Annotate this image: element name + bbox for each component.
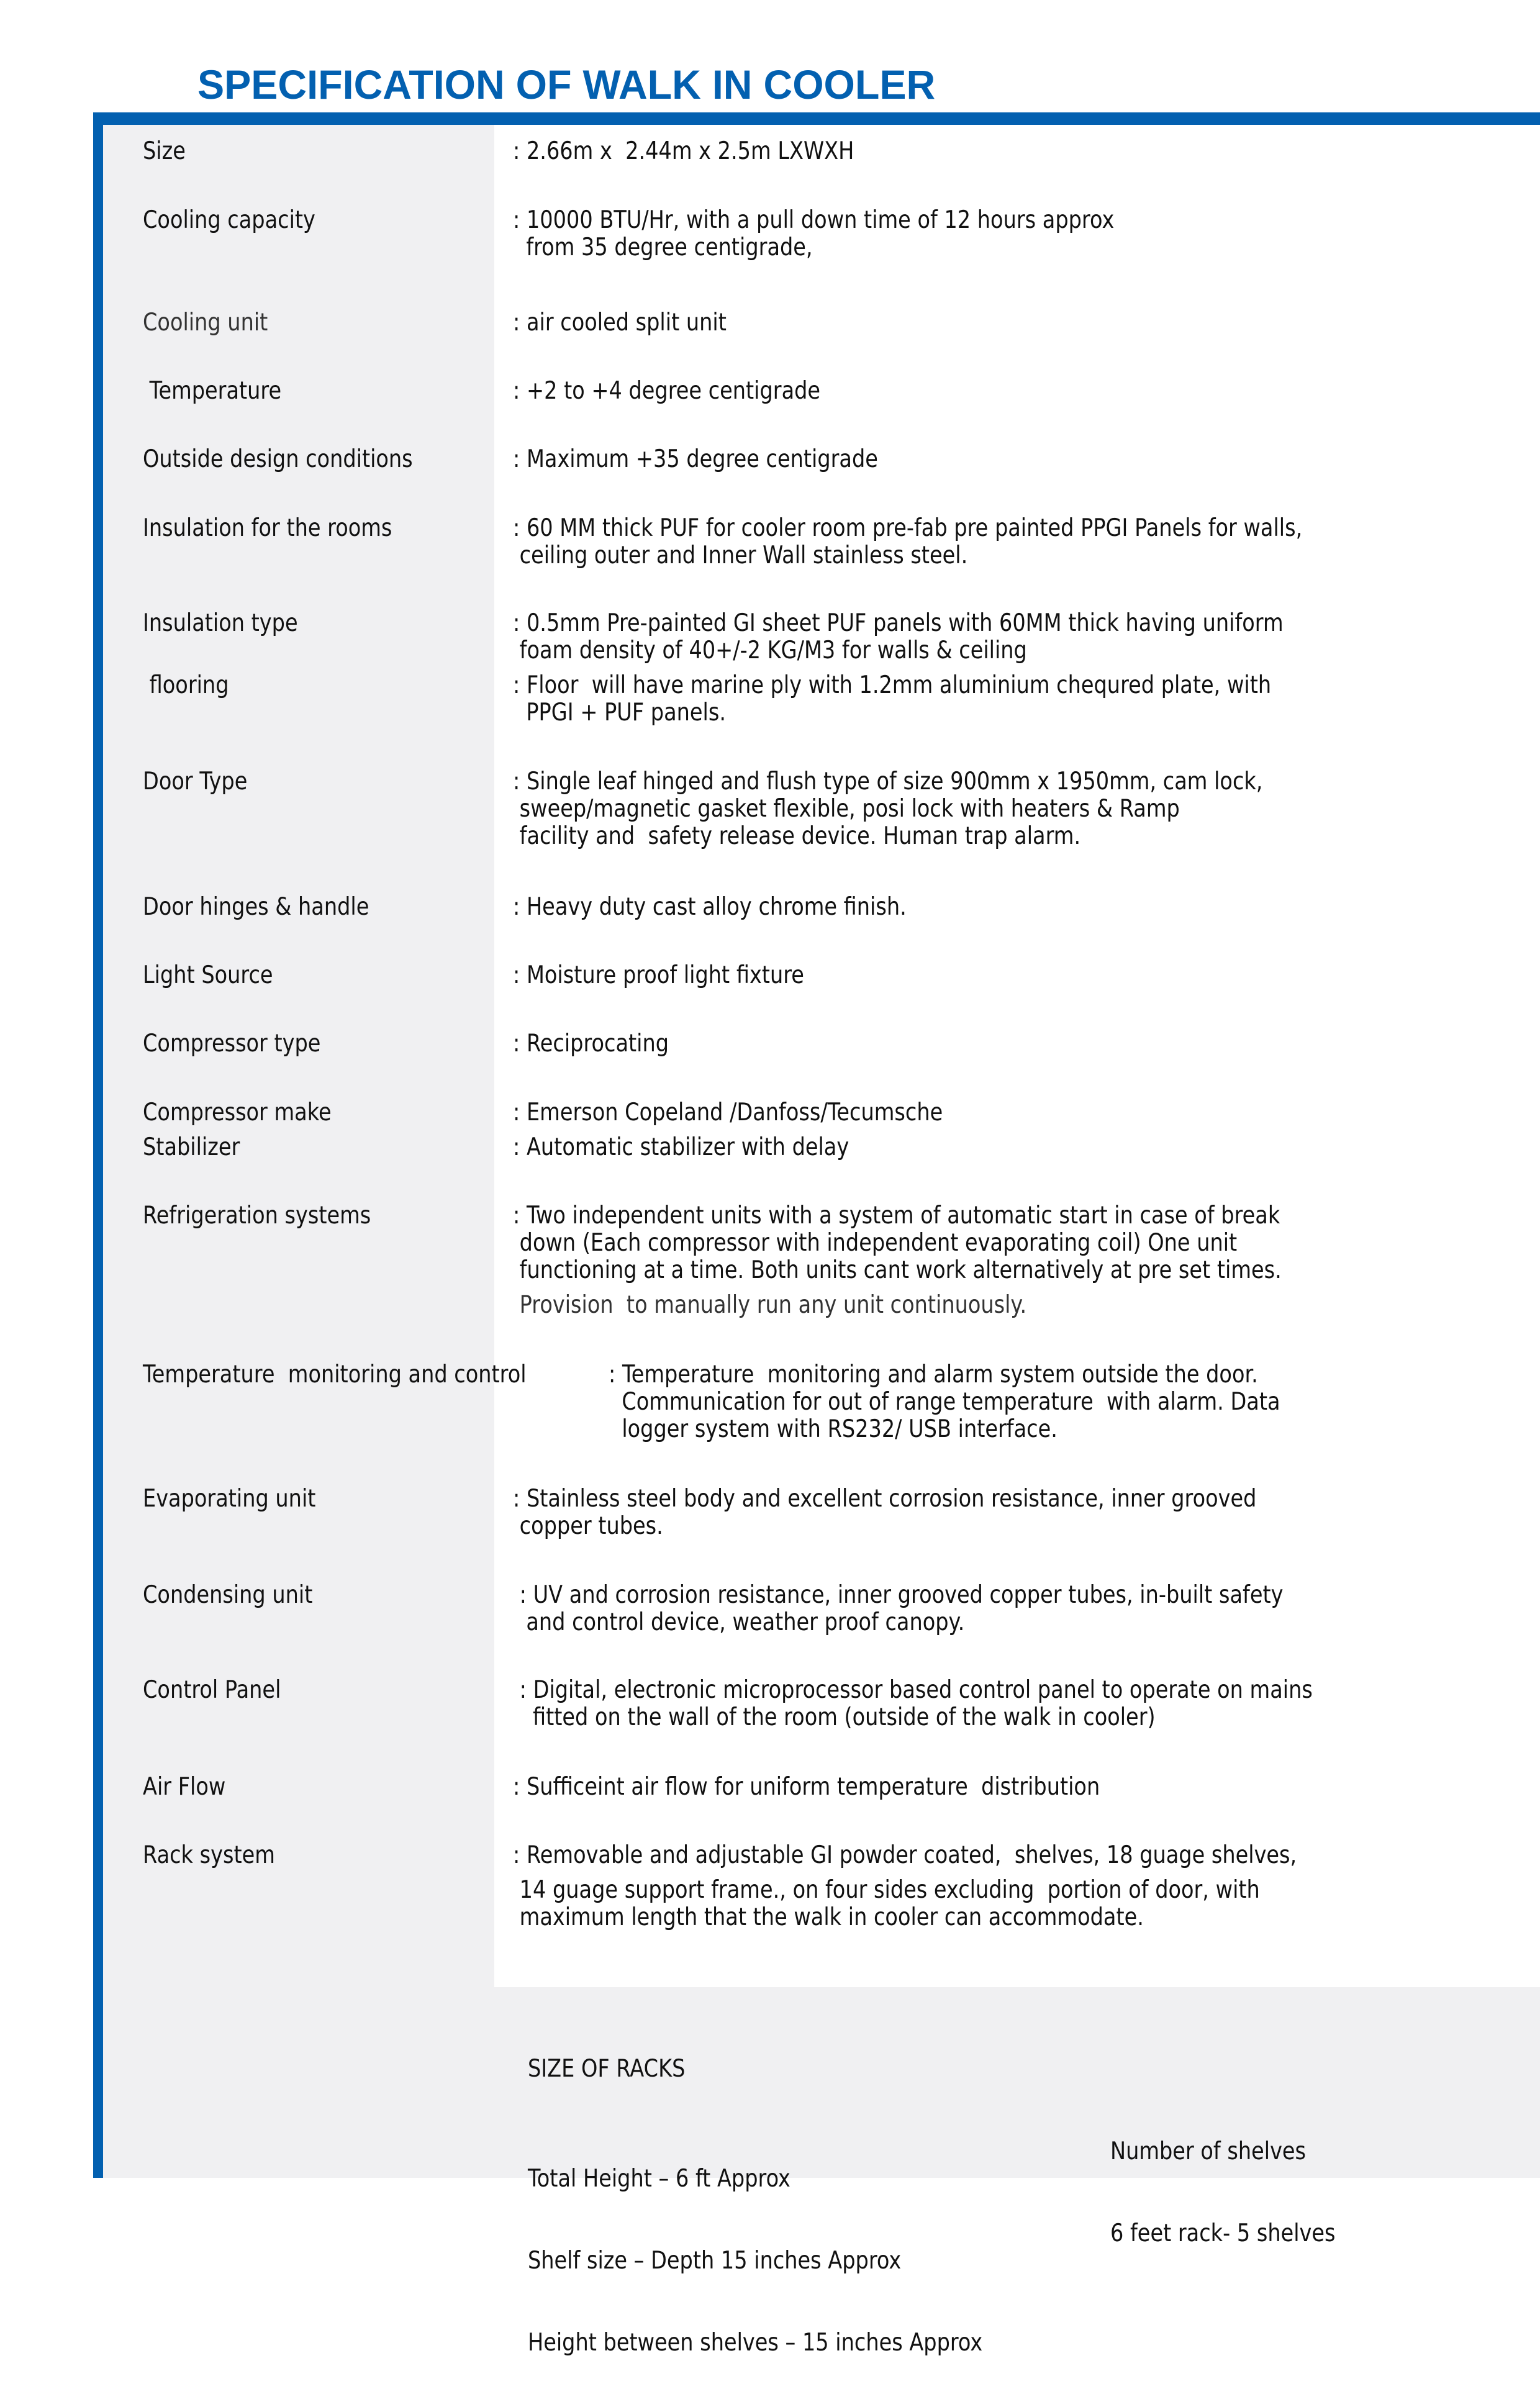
spec-value-line: copper tubes. bbox=[513, 1512, 663, 1540]
spec-value-line: : Stainless steel body and excellent corrosion resistance, inner grooved bbox=[513, 1485, 1257, 1513]
spec-value-line: : Heavy duty cast alloy chrome finish. bbox=[513, 893, 907, 921]
spec-value bbox=[513, 138, 854, 165]
spec-value-line: sweep/magnetic gasket flexible, posi lock with heaters & Ramp bbox=[513, 795, 1180, 823]
spec-value-line: : air cooled split unit bbox=[513, 309, 727, 337]
spec-value-line: logger system with RS232/ USB interface. bbox=[609, 1415, 1058, 1443]
spec-value bbox=[513, 1202, 1282, 1319]
spec-value-line: : Moisture proof light fixture bbox=[513, 961, 804, 989]
spec-label: Compressor make bbox=[143, 1099, 332, 1126]
racks-shelves bbox=[1110, 2083, 1336, 2275]
spec-value bbox=[513, 1099, 943, 1126]
page-title: SPECIFICATION OF WALK IN COOLER bbox=[197, 61, 936, 107]
spec-value-line: : 2.66m x 2.44m x 2.5m LXWXH bbox=[513, 137, 854, 165]
spec-value-line: and control device, weather proof canopy. bbox=[513, 1608, 965, 1636]
spec-value bbox=[513, 515, 1302, 569]
spec-value-line: 14 guage support frame., on four sides excluding portion of door, with bbox=[513, 1876, 1260, 1904]
spec-value-line: : Sufficeint air flow for uniform temperature distribution bbox=[513, 1773, 1100, 1801]
spec-label: Rack system bbox=[143, 1841, 275, 1869]
spec-label: Light Source bbox=[143, 961, 273, 989]
spec-label: Compressor type bbox=[143, 1030, 321, 1058]
spec-label: Condensing unit bbox=[143, 1581, 313, 1609]
spec-value-line: : +2 to +4 degree centigrade bbox=[513, 377, 821, 405]
spec-value bbox=[513, 1774, 1100, 1801]
spec-value bbox=[513, 962, 804, 989]
spec-label: Door hinges & handle bbox=[143, 893, 369, 921]
spec-value bbox=[513, 309, 727, 337]
spec-value bbox=[513, 1842, 1297, 1931]
spec-value bbox=[513, 1134, 849, 1161]
spec-label: Door Type bbox=[143, 768, 248, 795]
top-accent-bar bbox=[93, 112, 1540, 125]
spec-label: Air Flow bbox=[143, 1773, 226, 1801]
spec-value bbox=[513, 610, 1284, 664]
spec-label: flooring bbox=[143, 671, 229, 699]
spec-value-line: Provision to manually run any unit continuously. bbox=[513, 1291, 1027, 1319]
spec-label: Outside design conditions bbox=[143, 445, 413, 473]
spec-value-line: : Two independent units with a system of automatic start in case of break bbox=[513, 1202, 1280, 1230]
spec-value-line: : Reciprocating bbox=[513, 1030, 669, 1058]
spec-value-line: from 35 degree centigrade, bbox=[513, 233, 813, 261]
spec-value-line: : Floor will have marine ply with 1.2mm aluminium chequred plate, with bbox=[513, 671, 1272, 699]
spec-label: Cooling unit bbox=[143, 309, 268, 337]
spec-value bbox=[513, 207, 1114, 261]
spec-value bbox=[513, 378, 820, 405]
spec-label: Stabilizer bbox=[143, 1133, 240, 1161]
spec-value bbox=[513, 1485, 1256, 1540]
spec-value bbox=[513, 1030, 669, 1058]
spec-value-line: : Temperature monitoring and alarm system outside the door. bbox=[609, 1361, 1258, 1389]
spec-value-line: PPGI + PUF panels. bbox=[513, 699, 727, 727]
racks-section bbox=[528, 2001, 982, 2384]
left-accent-bar bbox=[93, 112, 103, 2178]
spec-label: Size bbox=[143, 137, 186, 165]
spec-value bbox=[513, 1582, 1283, 1636]
spec-value-line: fitted on the wall of the room (outside of the walk in cooler) bbox=[513, 1703, 1156, 1731]
spec-value-line: foam density of 40+/-2 KG/M3 for walls & ceiling bbox=[513, 637, 1027, 664]
spec-value-line: : Maximum +35 degree centigrade bbox=[513, 445, 878, 473]
spec-value-line: ceiling outer and Inner Wall stainless steel. bbox=[513, 542, 968, 569]
spec-value bbox=[513, 894, 907, 921]
spec-value bbox=[513, 672, 1271, 727]
shelves-value: 6 feet rack- 5 shelves bbox=[1110, 2219, 1336, 2247]
spec-value-line: : Digital, electronic microprocessor based control panel to operate on mains bbox=[513, 1676, 1313, 1704]
spec-label: Insulation for the rooms bbox=[143, 514, 392, 542]
shelves-label: Number of shelves bbox=[1110, 2137, 1307, 2165]
spec-value-line: : Emerson Copeland /Danfoss/Tecumsche bbox=[513, 1099, 943, 1126]
spec-label: Insulation type bbox=[143, 609, 298, 637]
spec-value-line: down (Each compressor with independent evaporating coil) One unit bbox=[513, 1229, 1238, 1257]
racks-heading: SIZE OF RACKS bbox=[528, 2055, 686, 2083]
spec-value bbox=[609, 1361, 1280, 1443]
spec-value-line: : 10000 BTU/Hr, with a pull down time of 12 hours approx bbox=[513, 206, 1115, 234]
spec-label: Cooling capacity bbox=[143, 206, 315, 234]
spec-value-line: : Automatic stabilizer with delay bbox=[513, 1133, 849, 1161]
spec-value-line: Communication for out of range temperature with alarm. Data bbox=[609, 1388, 1280, 1416]
spec-value bbox=[513, 768, 1262, 850]
spec-value-line: : Single leaf hinged and flush type of size 900mm x 1950mm, cam lock, bbox=[513, 768, 1263, 795]
spec-value-line: : Removable and adjustable GI powder coated, shelves, 18 guage shelves, bbox=[513, 1841, 1297, 1869]
spec-value-line: : UV and corrosion resistance, inner grooved copper tubes, in-built safety bbox=[513, 1581, 1284, 1609]
racks-line: Height between shelves – 15 inches Approx bbox=[528, 2329, 983, 2357]
spec-value-line: maximum length that the walk in cooler can accommodate. bbox=[513, 1903, 1144, 1931]
spec-value bbox=[513, 1677, 1313, 1731]
spec-label: Temperature monitoring and control bbox=[143, 1361, 527, 1389]
spec-label: Refrigeration systems bbox=[143, 1202, 371, 1230]
racks-line: Total Height – 6 ft Approx bbox=[528, 2165, 790, 2193]
spec-label: Evaporating unit bbox=[143, 1485, 316, 1513]
spec-label: Temperature bbox=[143, 377, 282, 405]
spec-value-line: facility and safety release device. Human trap alarm. bbox=[513, 822, 1081, 850]
spec-value-line: : 0.5mm Pre-painted GI sheet PUF panels with 60MM thick having uniform bbox=[513, 609, 1284, 637]
spec-label: Control Panel bbox=[143, 1676, 281, 1704]
spec-value bbox=[513, 446, 878, 473]
spec-value-line: : 60 MM thick PUF for cooler room pre-fab pre painted PPGI Panels for walls, bbox=[513, 514, 1303, 542]
spec-value-line: functioning at a time. Both units cant work alternatively at pre set times. bbox=[513, 1256, 1282, 1284]
racks-line: Shelf size – Depth 15 inches Approx bbox=[528, 2247, 902, 2275]
